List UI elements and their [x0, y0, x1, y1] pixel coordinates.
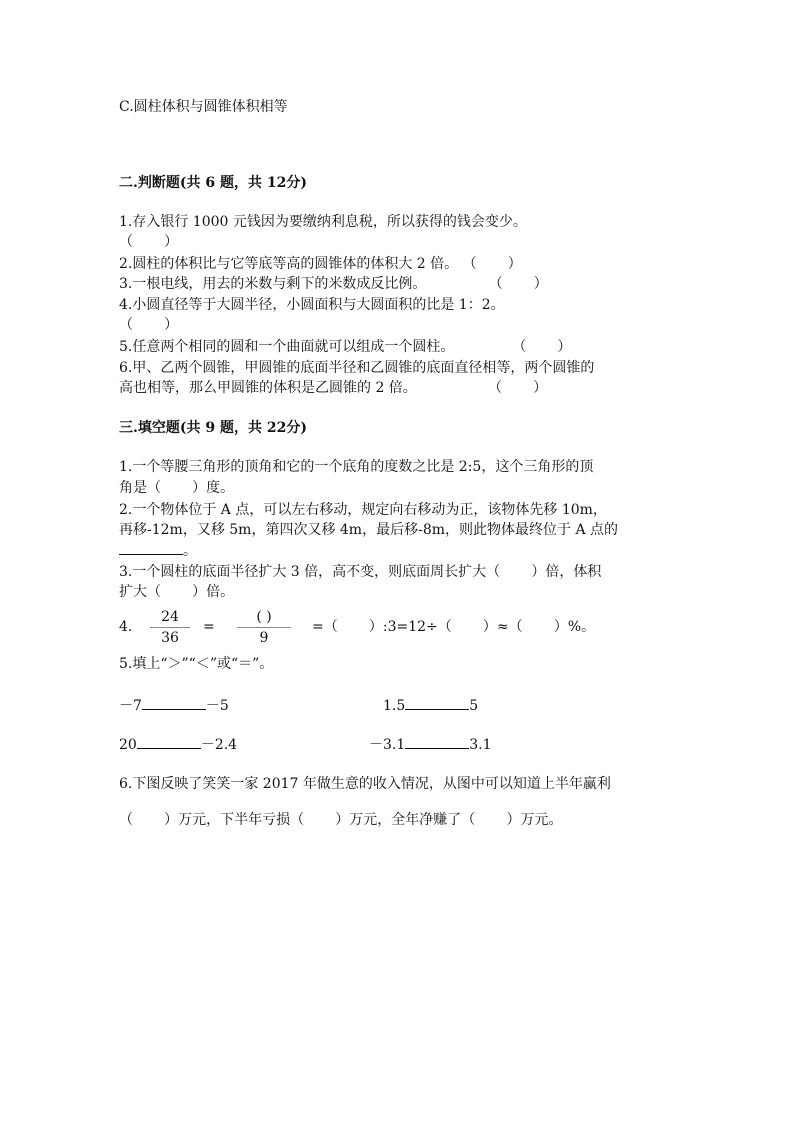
fraction-denominator: 9 — [259, 630, 269, 646]
section3-title: 三.填空题(共 9 题，共 22分) — [119, 420, 307, 436]
judge-q4-answer: （ ） — [119, 317, 179, 333]
fill-q3-line1: 3.一个圆柱的底面半径扩大 3 倍，高不变，则底面周长扩大（ ）倍，体积 — [119, 564, 602, 580]
fill-q6-line1: 6.下图反映了笑笑一家 2017 年做生意的收入情况，从图中可以知道上半年赢利 — [119, 776, 611, 792]
fraction-24-36 — [150, 608, 190, 647]
fill-q1-line1: 1.一个等腰三角形的顶角和它的一个底角的度数之比是 2:5，这个三角形的顶 — [119, 459, 594, 475]
answer-blank[interactable] — [142, 695, 206, 710]
compare-right: －5 — [205, 698, 229, 714]
judge-q6-line1: 6.甲、乙两个圆锥，甲圆锥的底面半径和乙圆锥的底面直径相等，两个圆锥的 — [119, 360, 595, 376]
compare-3 — [119, 734, 237, 755]
fill-q2-line1: 2.一个物体位于 A 点，可以左右移动，规定向右移动为正，该物体先移 10m， — [119, 502, 607, 518]
compare-2 — [383, 695, 478, 716]
fraction-bar — [237, 627, 291, 628]
option-c: C.圆柱体积与圆锥体积相等 — [119, 99, 288, 115]
compare-right: －2.4 — [200, 737, 238, 753]
section2-title: 二.判断题(共 6 题，共 12分) — [119, 175, 307, 191]
compare-left: －7 — [119, 698, 142, 714]
compare-right: 5 — [469, 698, 479, 714]
compare-left: －3.1 — [369, 737, 406, 753]
fill-q5: 5.填上“＞”“＜”或“＝”。 — [119, 656, 274, 672]
compare-4 — [369, 734, 492, 755]
compare-left: 20 — [119, 737, 137, 753]
compare-1 — [119, 695, 229, 716]
judge-q3: 3.一根电线，用去的米数与剩下的米数成反比例。 （ ） — [119, 276, 548, 292]
fraction-bar — [150, 627, 190, 628]
fill-q4-rest: =（ ）:3=12÷（ ）≈（ ）%。 — [312, 619, 596, 635]
judge-q6-line2: 高也相等，那么甲圆锥的体积是乙圆锥的 2 倍。 （ ） — [119, 380, 548, 396]
judge-q1-line1: 1.存入银行 1000 元钱因为要缴纳利息税，所以获得的钱会变少。 — [119, 214, 527, 230]
compare-left: 1.5 — [383, 698, 406, 714]
fill-q2-line2: 再移-12m，又移 5m，第四次又移 4m，最后移-8m，则此物体最终位于 A 点的 — [119, 522, 619, 538]
compare-right: 3.1 — [469, 737, 492, 753]
fraction-blank-9 — [237, 608, 291, 647]
judge-q2: 2.圆柱的体积比与它等底等高的圆锥体的体积大 2 倍。 （ ） — [119, 256, 522, 272]
judge-q4-line1: 4.小圆直径等于大圆半径，小圆面积与大圆面积的比是 1：2。 — [119, 297, 505, 313]
fill-q2-line3 — [119, 540, 197, 561]
fill-q6-line2: （ ）万元，下半年亏损（ ）万元，全年净赚了（ ）万元。 — [119, 812, 563, 828]
fraction-numerator: ( ) — [256, 609, 272, 625]
answer-blank[interactable] — [137, 734, 201, 749]
fraction-denominator: 36 — [161, 630, 179, 646]
judge-q5: 5.任意两个相同的圆和一个曲面就可以组成一个圆柱。 （ ） — [119, 339, 572, 355]
fill-q4-equals: = — [203, 619, 215, 635]
answer-blank[interactable] — [405, 695, 469, 710]
fraction-numerator: 24 — [161, 609, 179, 625]
fill-q4-label: 4. — [119, 619, 133, 635]
answer-blank[interactable] — [119, 540, 183, 555]
fill-q1-line2: 角是（ ）度。 — [119, 480, 235, 496]
fill-q3-line2: 扩大（ ）倍。 — [119, 584, 235, 600]
judge-q1-answer: （ ） — [119, 234, 179, 250]
answer-blank[interactable] — [405, 734, 469, 749]
fill-q2-suffix: 。 — [183, 543, 197, 559]
